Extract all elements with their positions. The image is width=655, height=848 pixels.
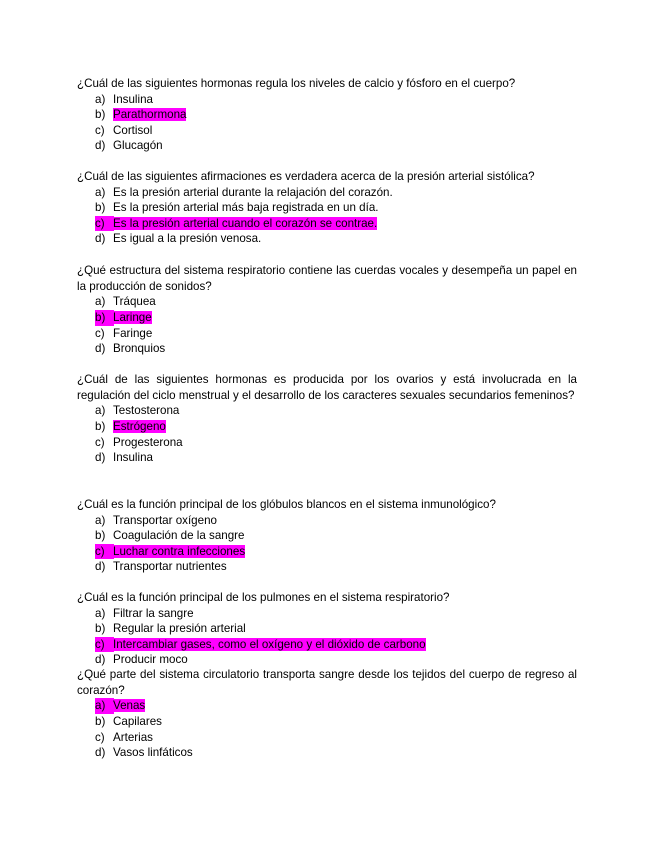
answer-options (77, 606, 577, 668)
option-letter: d) (95, 232, 106, 246)
option-letter: c) (95, 123, 105, 137)
option-a (77, 185, 577, 201)
option-d (77, 450, 577, 466)
option-text: Capilares (113, 715, 162, 728)
option-letter: b) (95, 529, 106, 543)
option-text: Insulina (113, 92, 153, 106)
option-text: Transportar nutrientes (113, 560, 227, 574)
option-letter: d) (95, 451, 106, 465)
option-letter: d) (95, 560, 106, 574)
option-letter: a) (95, 698, 114, 714)
option-letter: b) (95, 108, 106, 122)
option-text: Regular la presión arterial (113, 622, 246, 636)
question-text: ¿Cuál es la función principal de los glóbulos blancos en el sistema inmunológico? (77, 498, 496, 511)
option-letter: c) (95, 216, 114, 232)
option-letter: a) (95, 606, 106, 620)
option-a-correct (77, 698, 577, 714)
option-c-correct (77, 544, 577, 560)
highlighted-answer: Venas (113, 699, 146, 713)
option-d (77, 559, 577, 575)
option-letter: c) (95, 637, 114, 653)
question-3 (77, 263, 577, 357)
option-text: Testosterona (113, 404, 180, 418)
option-text: Bronquios (113, 342, 166, 356)
question-2 (77, 169, 577, 247)
option-letter: a) (95, 185, 106, 199)
option-b-correct (77, 310, 577, 326)
option-letter: b) (95, 201, 106, 215)
option-text: Es la presión arterial más baja registrada en un día. (113, 201, 379, 215)
option-c (77, 123, 577, 139)
option-text: Progesterona (113, 435, 183, 449)
option-text: Faringe (113, 326, 153, 340)
highlighted-answer: Es la presión arterial cuando el corazón se contrae. (113, 216, 378, 230)
option-letter: a) (95, 404, 106, 418)
option-a (77, 92, 577, 108)
option-text: Arterias (113, 730, 153, 744)
option-letter: b) (95, 310, 114, 326)
option-c (77, 435, 577, 451)
option-d (77, 231, 577, 247)
option-letter: d) (95, 746, 106, 760)
option-text: Vasos linfáticos (113, 746, 193, 760)
answer-options (77, 294, 577, 356)
option-letter: c) (95, 544, 114, 560)
option-c (77, 730, 577, 746)
option-d (77, 652, 577, 668)
option-d (77, 341, 577, 357)
answer-options (77, 698, 577, 760)
question-text: ¿Qué estructura del sistema respiratorio contiene las cuerdas vocales y desempeña un papel en la producción de sonidos? (77, 264, 577, 293)
question-text: ¿Cuál de las siguientes hormonas es producida por los ovarios y está involucrada en la regulación del ciclo menstrual y el desarrollo de los caracteres sexuales secundarios femeninos? (77, 373, 577, 402)
highlighted-answer: Luchar contra infecciones (113, 544, 246, 558)
question-text: ¿Cuál es la función principal de los pulmones en el sistema respiratorio? (77, 591, 450, 604)
option-b (77, 200, 577, 216)
question-7 (77, 667, 577, 761)
option-d (77, 745, 577, 761)
option-letter: c) (95, 730, 105, 744)
option-text: Glucagón (113, 139, 163, 153)
option-b (77, 528, 577, 544)
option-letter: d) (95, 653, 106, 667)
option-text: Tráquea (113, 295, 156, 309)
option-text: Coagulación de la sangre (113, 529, 245, 543)
option-text: Producir moco (113, 653, 188, 667)
option-letter: b) (95, 420, 106, 433)
option-b-correct (77, 107, 577, 123)
option-letter: d) (95, 342, 106, 356)
option-letter: b) (95, 622, 106, 636)
option-b (77, 621, 577, 637)
highlighted-answer: Intercambiar gases, como el oxígeno y el dióxido de carbono (113, 637, 426, 651)
highlighted-answer: Estrógeno (113, 420, 166, 433)
option-a (77, 513, 577, 529)
option-c (77, 326, 577, 342)
option-text: Es igual a la presión venosa. (113, 232, 262, 246)
answer-options (77, 513, 577, 575)
option-a (77, 403, 577, 419)
option-letter: a) (95, 92, 106, 106)
question-4 (77, 372, 577, 466)
question-6 (77, 590, 577, 668)
option-d (77, 138, 577, 154)
option-letter: a) (95, 295, 106, 309)
option-letter: a) (95, 513, 106, 527)
option-text: Transportar oxígeno (113, 513, 217, 527)
answer-options (77, 403, 577, 465)
answer-options (77, 92, 577, 154)
option-b (77, 714, 577, 730)
option-a (77, 294, 577, 310)
option-a (77, 606, 577, 622)
option-letter: c) (95, 435, 105, 449)
option-text: Insulina (113, 451, 153, 465)
option-c-correct (77, 216, 577, 232)
option-text: Es la presión arterial durante la relajación del corazón. (113, 185, 393, 199)
option-text: Cortisol (113, 123, 153, 137)
option-letter: b) (95, 715, 106, 728)
option-b-correct (77, 419, 577, 435)
option-letter: d) (95, 139, 106, 153)
highlighted-answer: Parathormona (113, 108, 187, 122)
question-text: ¿Cuál de las siguientes hormonas regula los niveles de calcio y fósforo en el cuerpo? (77, 77, 516, 90)
question-text: ¿Cuál de las siguientes afirmaciones es verdadera acerca de la presión arterial sistólica? (77, 170, 535, 183)
question-5 (77, 497, 577, 575)
highlighted-answer: Laringe (113, 311, 152, 324)
option-letter: c) (95, 326, 105, 340)
question-text: ¿Qué parte del sistema circulatorio transporta sangre desde los tejidos del cuerpo de regreso al corazón? (77, 668, 577, 697)
option-c-correct (77, 637, 577, 653)
question-1 (77, 76, 577, 154)
answer-options (77, 185, 577, 247)
option-text: Filtrar la sangre (113, 606, 194, 620)
